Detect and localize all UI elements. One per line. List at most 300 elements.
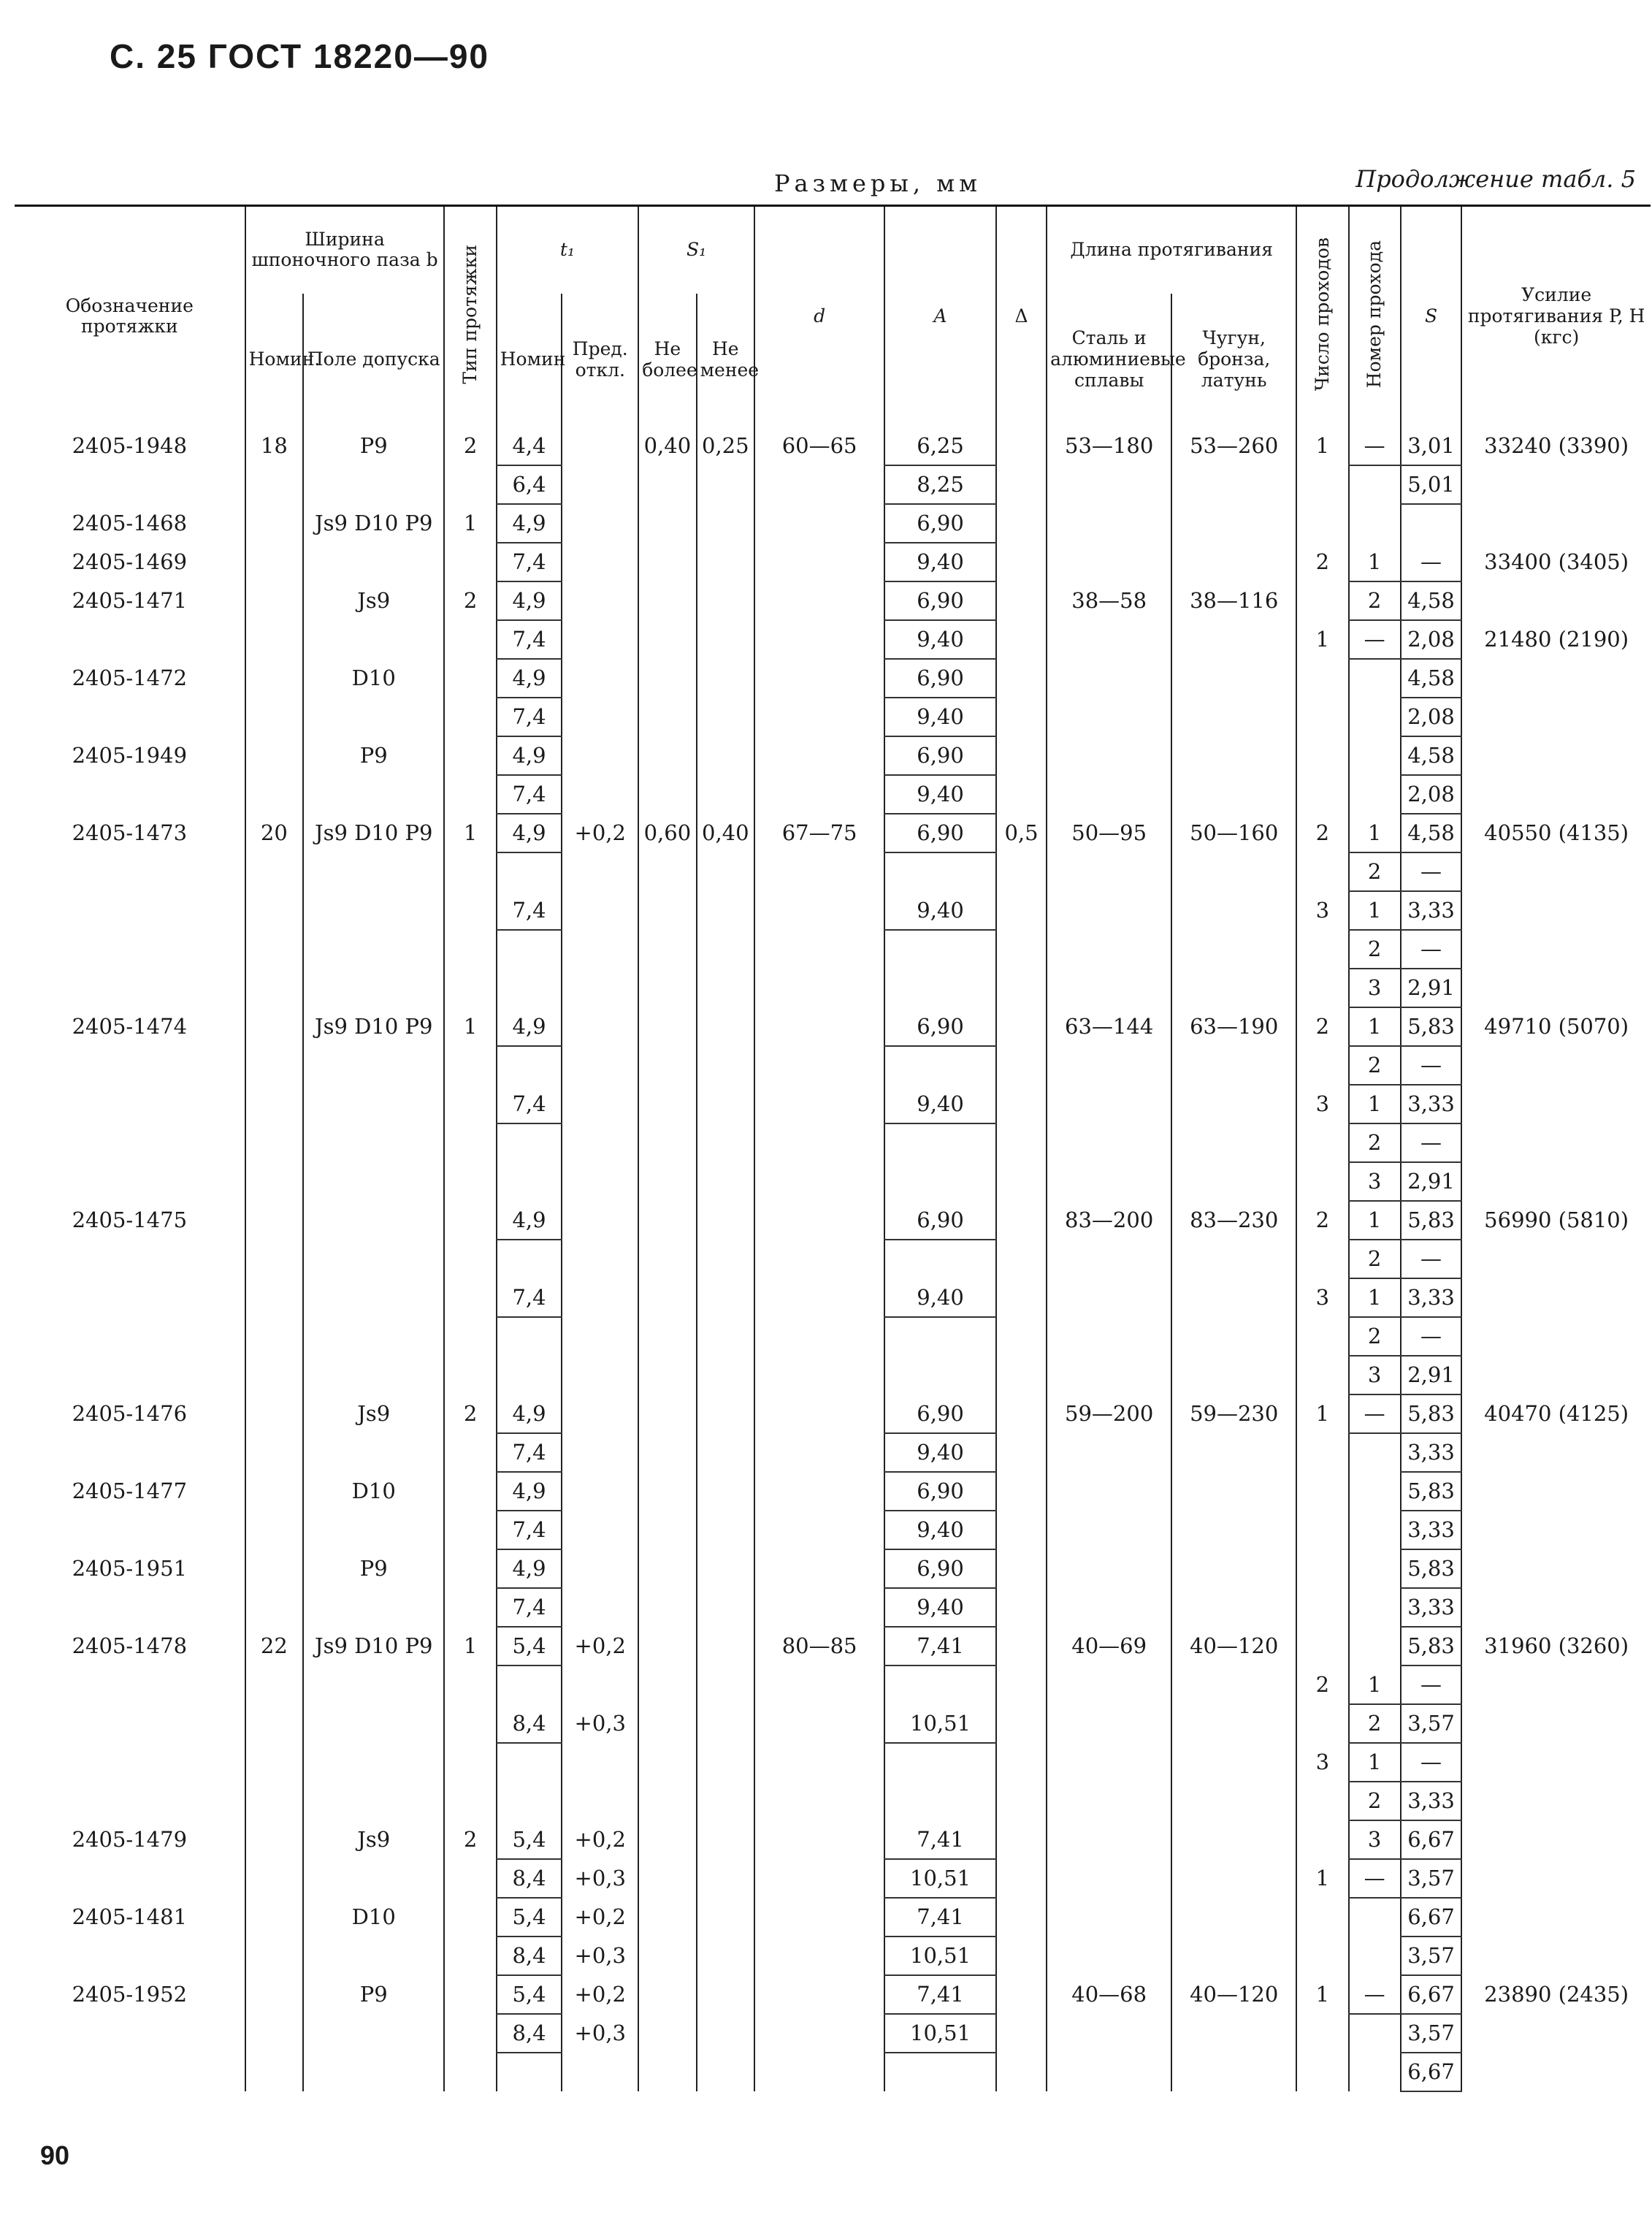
table-row (15, 1472, 1651, 1511)
cell-passno: 3 (1349, 1820, 1401, 1859)
cell-s1min (697, 1898, 754, 1937)
table-row (15, 620, 1651, 659)
cell-s1max (638, 543, 696, 581)
cell-d (754, 1820, 884, 1859)
cell-d: 80—85 (754, 1627, 884, 1665)
cell-s1min (697, 1549, 754, 1588)
cell-steel (1047, 1356, 1171, 1394)
cell-delta (996, 504, 1047, 543)
cell-A (884, 1162, 996, 1201)
cell-iron: 59—230 (1171, 1394, 1296, 1433)
table-row (15, 1356, 1651, 1394)
cell-d (754, 1317, 884, 1356)
cell-A: 6,25 (884, 427, 996, 465)
cell-t1: 4,9 (497, 504, 562, 543)
cell-t1: 4,4 (497, 427, 562, 465)
cell-s1min (697, 1162, 754, 1201)
cell-A: 9,40 (884, 543, 996, 581)
table-row (15, 698, 1651, 736)
cell-passes (1296, 659, 1348, 698)
table-row (15, 1627, 1651, 1665)
cell-passno: 3 (1349, 1356, 1401, 1394)
cell-steel (1047, 930, 1171, 969)
cell-type (444, 736, 496, 775)
cell-steel (1047, 1278, 1171, 1317)
cell-b (245, 698, 303, 736)
cell-tol (303, 1317, 444, 1356)
cell-steel (1047, 2053, 1171, 2091)
cell-tol: D10 (303, 1472, 444, 1511)
cell-tol: P9 (303, 1975, 444, 2014)
cell-passno: 1 (1349, 543, 1401, 581)
cell-d (754, 1472, 884, 1511)
cell-t1 (497, 1743, 562, 1782)
cell-s1max (638, 2053, 696, 2091)
cell-s1max (638, 1317, 696, 1356)
cell-A: 6,90 (884, 1201, 996, 1240)
cell-t1 (497, 1240, 562, 1278)
cell-A: 9,40 (884, 891, 996, 930)
table-row (15, 1201, 1651, 1240)
table-row (15, 465, 1651, 504)
cell-force (1461, 1046, 1651, 1085)
cell-desig: 2405-1481 (72, 1904, 188, 1929)
cell-dev (562, 1278, 638, 1317)
cell-iron (1171, 1433, 1296, 1472)
cell-iron: 40—120 (1171, 1975, 1296, 2014)
cell-passno: 2 (1349, 581, 1401, 620)
col-t1: t₁ (497, 206, 638, 294)
cell-delta (996, 1820, 1047, 1859)
cell-A (884, 1356, 996, 1394)
cell-b (245, 465, 303, 504)
cell-A (884, 1046, 996, 1085)
cell-tol: Js9 (303, 1820, 444, 1859)
cell-d (754, 1859, 884, 1898)
cell-desig: 2405-1473 (72, 820, 188, 845)
cell-force (1461, 1278, 1651, 1317)
cell-d (754, 620, 884, 659)
cell-tol (303, 2014, 444, 2053)
col-steel: Сталь и алюминиевые сплавы (1047, 294, 1171, 427)
cell-s1max (638, 1627, 696, 1665)
cell-s: 3,33 (1401, 1782, 1461, 1820)
cell-steel (1047, 1433, 1171, 1472)
cell-force: 49710 (5070) (1461, 1007, 1651, 1046)
col-type: Тип протяжки (444, 206, 496, 427)
cell-iron (1171, 1511, 1296, 1549)
cell-delta (996, 1472, 1047, 1511)
cell-s1max (638, 852, 696, 891)
cell-passno: 2 (1349, 852, 1401, 891)
cell-steel (1047, 1240, 1171, 1278)
cell-b: 20 (245, 814, 303, 852)
cell-s1min (697, 1201, 754, 1240)
cell-b: 18 (245, 427, 303, 465)
cell-dev (562, 1394, 638, 1433)
cell-force: 33400 (3405) (1461, 543, 1651, 581)
cell-s: 2,08 (1401, 775, 1461, 814)
cell-passes (1296, 581, 1348, 620)
cell-passno: — (1349, 620, 1401, 659)
cell-passes (1296, 1433, 1348, 1472)
cell-dev: +0,3 (562, 1859, 638, 1898)
cell-force (1461, 1549, 1651, 1588)
cell-s1min (697, 1356, 754, 1394)
cell-dev (562, 620, 638, 659)
cell-type: 2 (444, 1394, 496, 1433)
cell-tol (303, 1704, 444, 1743)
cell-tol: Js9 D10 P9 (303, 1627, 444, 1665)
cell-t1: 4,9 (497, 1201, 562, 1240)
cell-t1: 7,4 (497, 1085, 562, 1123)
cell-dev (562, 1317, 638, 1356)
cell-t1: 7,4 (497, 1433, 562, 1472)
cell-s1min (697, 698, 754, 736)
cell-A: 6,90 (884, 504, 996, 543)
cell-t1: 8,4 (497, 1937, 562, 1975)
cell-passes (1296, 1549, 1348, 1588)
cell-b (245, 1511, 303, 1549)
cell-passno (1349, 504, 1401, 543)
cell-b (245, 1588, 303, 1627)
cell-s: 5,01 (1401, 465, 1461, 504)
cell-type (444, 1433, 496, 1472)
table-body (15, 427, 1651, 2091)
cell-s1max: 0,40 (638, 427, 696, 465)
cell-passno: 2 (1349, 1317, 1401, 1356)
cell-type: 2 (444, 581, 496, 620)
cell-type (444, 1937, 496, 1975)
cell-force (1461, 891, 1651, 930)
cell-dev (562, 1007, 638, 1046)
page-title: С. 25 ГОСТ 18220—90 (110, 37, 490, 75)
cell-passes: 2 (1296, 1665, 1348, 1704)
cell-type (444, 1317, 496, 1356)
col-delta: Δ (996, 206, 1047, 427)
cell-t1: 8,4 (497, 1704, 562, 1743)
cell-d (754, 1278, 884, 1317)
cell-delta (996, 2053, 1047, 2091)
cell-type: 2 (444, 1820, 496, 1859)
cell-t1: 7,4 (497, 1511, 562, 1549)
cell-tol (303, 1123, 444, 1162)
cell-dev: +0,3 (562, 1704, 638, 1743)
cell-passes: 2 (1296, 543, 1348, 581)
cell-s1min (697, 969, 754, 1007)
cell-b (245, 1549, 303, 1588)
cell-b (245, 852, 303, 891)
cell-s1max (638, 2014, 696, 2053)
cell-desig (15, 1937, 245, 1975)
cell-t1: 6,4 (497, 465, 562, 504)
cell-s (1401, 504, 1461, 543)
cell-s: 3,33 (1401, 1085, 1461, 1123)
cell-type (444, 465, 496, 504)
cell-d (754, 504, 884, 543)
cell-delta (996, 1511, 1047, 1549)
col-tolerance: Поле допуска (303, 294, 444, 427)
cell-passno (1349, 1937, 1401, 1975)
table-row (15, 1665, 1651, 1704)
cell-s: — (1401, 1123, 1461, 1162)
col-iron: Чугун, бронза, латунь (1171, 294, 1296, 427)
cell-A: 10,51 (884, 1704, 996, 1743)
cell-iron (1171, 1782, 1296, 1820)
cell-b (245, 581, 303, 620)
cell-iron (1171, 1356, 1296, 1394)
cell-t1: 4,9 (497, 1472, 562, 1511)
cell-steel (1047, 775, 1171, 814)
cell-b (245, 775, 303, 814)
cell-s: 3,57 (1401, 2014, 1461, 2053)
cell-tol: Js9 D10 P9 (303, 1007, 444, 1046)
cell-s: 5,83 (1401, 1549, 1461, 1588)
cell-type (444, 543, 496, 581)
cell-iron: 63—190 (1171, 1007, 1296, 1046)
cell-tol (303, 1511, 444, 1549)
cell-iron (1171, 852, 1296, 891)
cell-passes: 2 (1296, 1007, 1348, 1046)
cell-tol (303, 1162, 444, 1201)
table-row (15, 1240, 1651, 1278)
col-length-group: Длина протягивания (1047, 206, 1296, 294)
cell-t1: 4,9 (497, 1394, 562, 1433)
cell-force (1461, 1588, 1651, 1627)
cell-tol (303, 969, 444, 1007)
col-width-group: Ширина шпоночного паза b (245, 206, 445, 294)
col-s: S (1401, 206, 1461, 427)
cell-steel (1047, 1511, 1171, 1549)
cell-s1min: 0,40 (697, 814, 754, 852)
cell-dev (562, 1549, 638, 1588)
cell-passes (1296, 2014, 1348, 2053)
cell-tol (303, 620, 444, 659)
cell-s1min (697, 1317, 754, 1356)
cell-passes: 2 (1296, 1201, 1348, 1240)
cell-passno (1349, 698, 1401, 736)
cell-iron (1171, 543, 1296, 581)
cell-passes: 3 (1296, 1278, 1348, 1317)
cell-dev (562, 504, 638, 543)
cell-steel (1047, 698, 1171, 736)
cell-s1max (638, 1433, 696, 1472)
cell-t1: 7,4 (497, 698, 562, 736)
cell-A: 8,25 (884, 465, 996, 504)
cell-s: 3,57 (1401, 1859, 1461, 1898)
cell-passes (1296, 465, 1348, 504)
cell-type (444, 2014, 496, 2053)
cell-passes (1296, 1240, 1348, 1278)
cell-force (1461, 2053, 1651, 2091)
cell-delta (996, 1937, 1047, 1975)
cell-d (754, 1549, 884, 1588)
cell-tol: P9 (303, 427, 444, 465)
cell-dev (562, 1162, 638, 1201)
cell-passno: 1 (1349, 1007, 1401, 1046)
cell-desig (15, 852, 245, 891)
cell-iron (1171, 1278, 1296, 1317)
table-row (15, 969, 1651, 1007)
cell-dev (562, 1123, 638, 1162)
cell-force (1461, 1240, 1651, 1278)
cell-A: 6,90 (884, 659, 996, 698)
col-passes: Число проходов (1296, 206, 1348, 427)
cell-steel: 83—200 (1047, 1201, 1171, 1240)
cell-s1max (638, 1549, 696, 1588)
cell-d (754, 1782, 884, 1820)
cell-s1max (638, 1588, 696, 1627)
cell-t1 (497, 1317, 562, 1356)
cell-t1: 5,4 (497, 1898, 562, 1937)
cell-steel (1047, 1859, 1171, 1898)
cell-d (754, 930, 884, 969)
cell-type (444, 1356, 496, 1394)
cell-force: 23890 (2435) (1461, 1975, 1651, 2014)
table-row (15, 1588, 1651, 1627)
cell-desig: 2405-1476 (72, 1401, 188, 1426)
cell-s: 3,01 (1401, 427, 1461, 465)
cell-t1 (497, 1356, 562, 1394)
cell-desig: 2405-1468 (72, 511, 188, 535)
cell-s1max (638, 465, 696, 504)
cell-passes (1296, 1937, 1348, 1975)
cell-b (245, 1201, 303, 1240)
cell-iron (1171, 1665, 1296, 1704)
table-row (15, 1549, 1651, 1588)
cell-s1max (638, 1007, 696, 1046)
cell-passno (1349, 1472, 1401, 1511)
cell-desig: 2405-1951 (72, 1556, 188, 1581)
cell-d (754, 852, 884, 891)
cell-s1max (638, 1937, 696, 1975)
cell-force (1461, 1937, 1651, 1975)
cell-force (1461, 1162, 1651, 1201)
cell-passno: 1 (1349, 1743, 1401, 1782)
cell-dev (562, 1356, 638, 1394)
cell-t1 (497, 930, 562, 969)
cell-dev (562, 1511, 638, 1549)
col-a: A (884, 206, 996, 427)
cell-steel (1047, 504, 1171, 543)
cell-A (884, 969, 996, 1007)
cell-iron (1171, 1743, 1296, 1782)
cell-b (245, 1472, 303, 1511)
cell-s: — (1401, 1665, 1461, 1704)
cell-b (245, 930, 303, 969)
cell-passes (1296, 1356, 1348, 1394)
cell-passes (1296, 775, 1348, 814)
cell-passes: 3 (1296, 891, 1348, 930)
cell-passno (1349, 736, 1401, 775)
cell-A: 9,40 (884, 1588, 996, 1627)
cell-iron (1171, 1937, 1296, 1975)
cell-s: — (1401, 1743, 1461, 1782)
cell-d (754, 698, 884, 736)
cell-type (444, 620, 496, 659)
cell-d (754, 581, 884, 620)
cell-b (245, 1743, 303, 1782)
cell-iron (1171, 1046, 1296, 1085)
cell-passno (1349, 2053, 1401, 2091)
cell-passno: 1 (1349, 1085, 1401, 1123)
cell-s1max (638, 930, 696, 969)
cell-s: 4,58 (1401, 581, 1461, 620)
cell-delta (996, 775, 1047, 814)
cell-A: 9,40 (884, 620, 996, 659)
cell-steel (1047, 1317, 1171, 1356)
cell-dev: +0,2 (562, 1898, 638, 1937)
cell-type (444, 1240, 496, 1278)
cell-delta (996, 1278, 1047, 1317)
cell-b (245, 1278, 303, 1317)
cell-d (754, 1240, 884, 1278)
cell-delta (996, 969, 1047, 1007)
cell-d: 67—75 (754, 814, 884, 852)
cell-force (1461, 736, 1651, 775)
cell-passes (1296, 736, 1348, 775)
cell-iron (1171, 1162, 1296, 1201)
cell-dev (562, 427, 638, 465)
cell-s1min (697, 2014, 754, 2053)
cell-type (444, 698, 496, 736)
cell-s1min (697, 1007, 754, 1046)
cell-t1: 4,9 (497, 814, 562, 852)
cell-A: 9,40 (884, 1278, 996, 1317)
cell-desig (15, 2053, 245, 2091)
cell-A (884, 1240, 996, 1278)
table-row (15, 775, 1651, 814)
cell-desig: 2405-1952 (72, 1982, 188, 2007)
cell-delta (996, 1588, 1047, 1627)
cell-passes (1296, 969, 1348, 1007)
cell-s: 3,33 (1401, 1278, 1461, 1317)
cell-t1 (497, 1665, 562, 1704)
cell-d (754, 1162, 884, 1201)
cell-passes (1296, 504, 1348, 543)
cell-type (444, 1046, 496, 1085)
col-force: Усилие протягивания P, Н (кгс) (1461, 206, 1651, 427)
cell-t1: 5,4 (497, 1820, 562, 1859)
cell-tol (303, 852, 444, 891)
cell-tol (303, 1859, 444, 1898)
cell-force (1461, 969, 1651, 1007)
cell-iron (1171, 1820, 1296, 1859)
cell-t1: 8,4 (497, 1859, 562, 1898)
cell-steel (1047, 891, 1171, 930)
cell-s: — (1401, 852, 1461, 891)
cell-force (1461, 930, 1651, 969)
cell-s: — (1401, 543, 1461, 581)
cell-desig: 2405-1478 (72, 1633, 188, 1658)
cell-tol (303, 1240, 444, 1278)
cell-dev (562, 736, 638, 775)
cell-passes (1296, 1627, 1348, 1665)
cell-passes (1296, 1588, 1348, 1627)
cell-t1 (497, 1046, 562, 1085)
cell-tol: Js9 D10 P9 (303, 504, 444, 543)
cell-steel: 59—200 (1047, 1394, 1171, 1433)
cell-d (754, 969, 884, 1007)
cell-force: 33240 (3390) (1461, 427, 1651, 465)
cell-tol: D10 (303, 659, 444, 698)
cell-steel: 40—68 (1047, 1975, 1171, 2014)
cell-dev (562, 1240, 638, 1278)
cell-passno: 1 (1349, 891, 1401, 930)
cell-s1min (697, 1123, 754, 1162)
cell-s1max (638, 1472, 696, 1511)
cell-iron (1171, 1472, 1296, 1511)
